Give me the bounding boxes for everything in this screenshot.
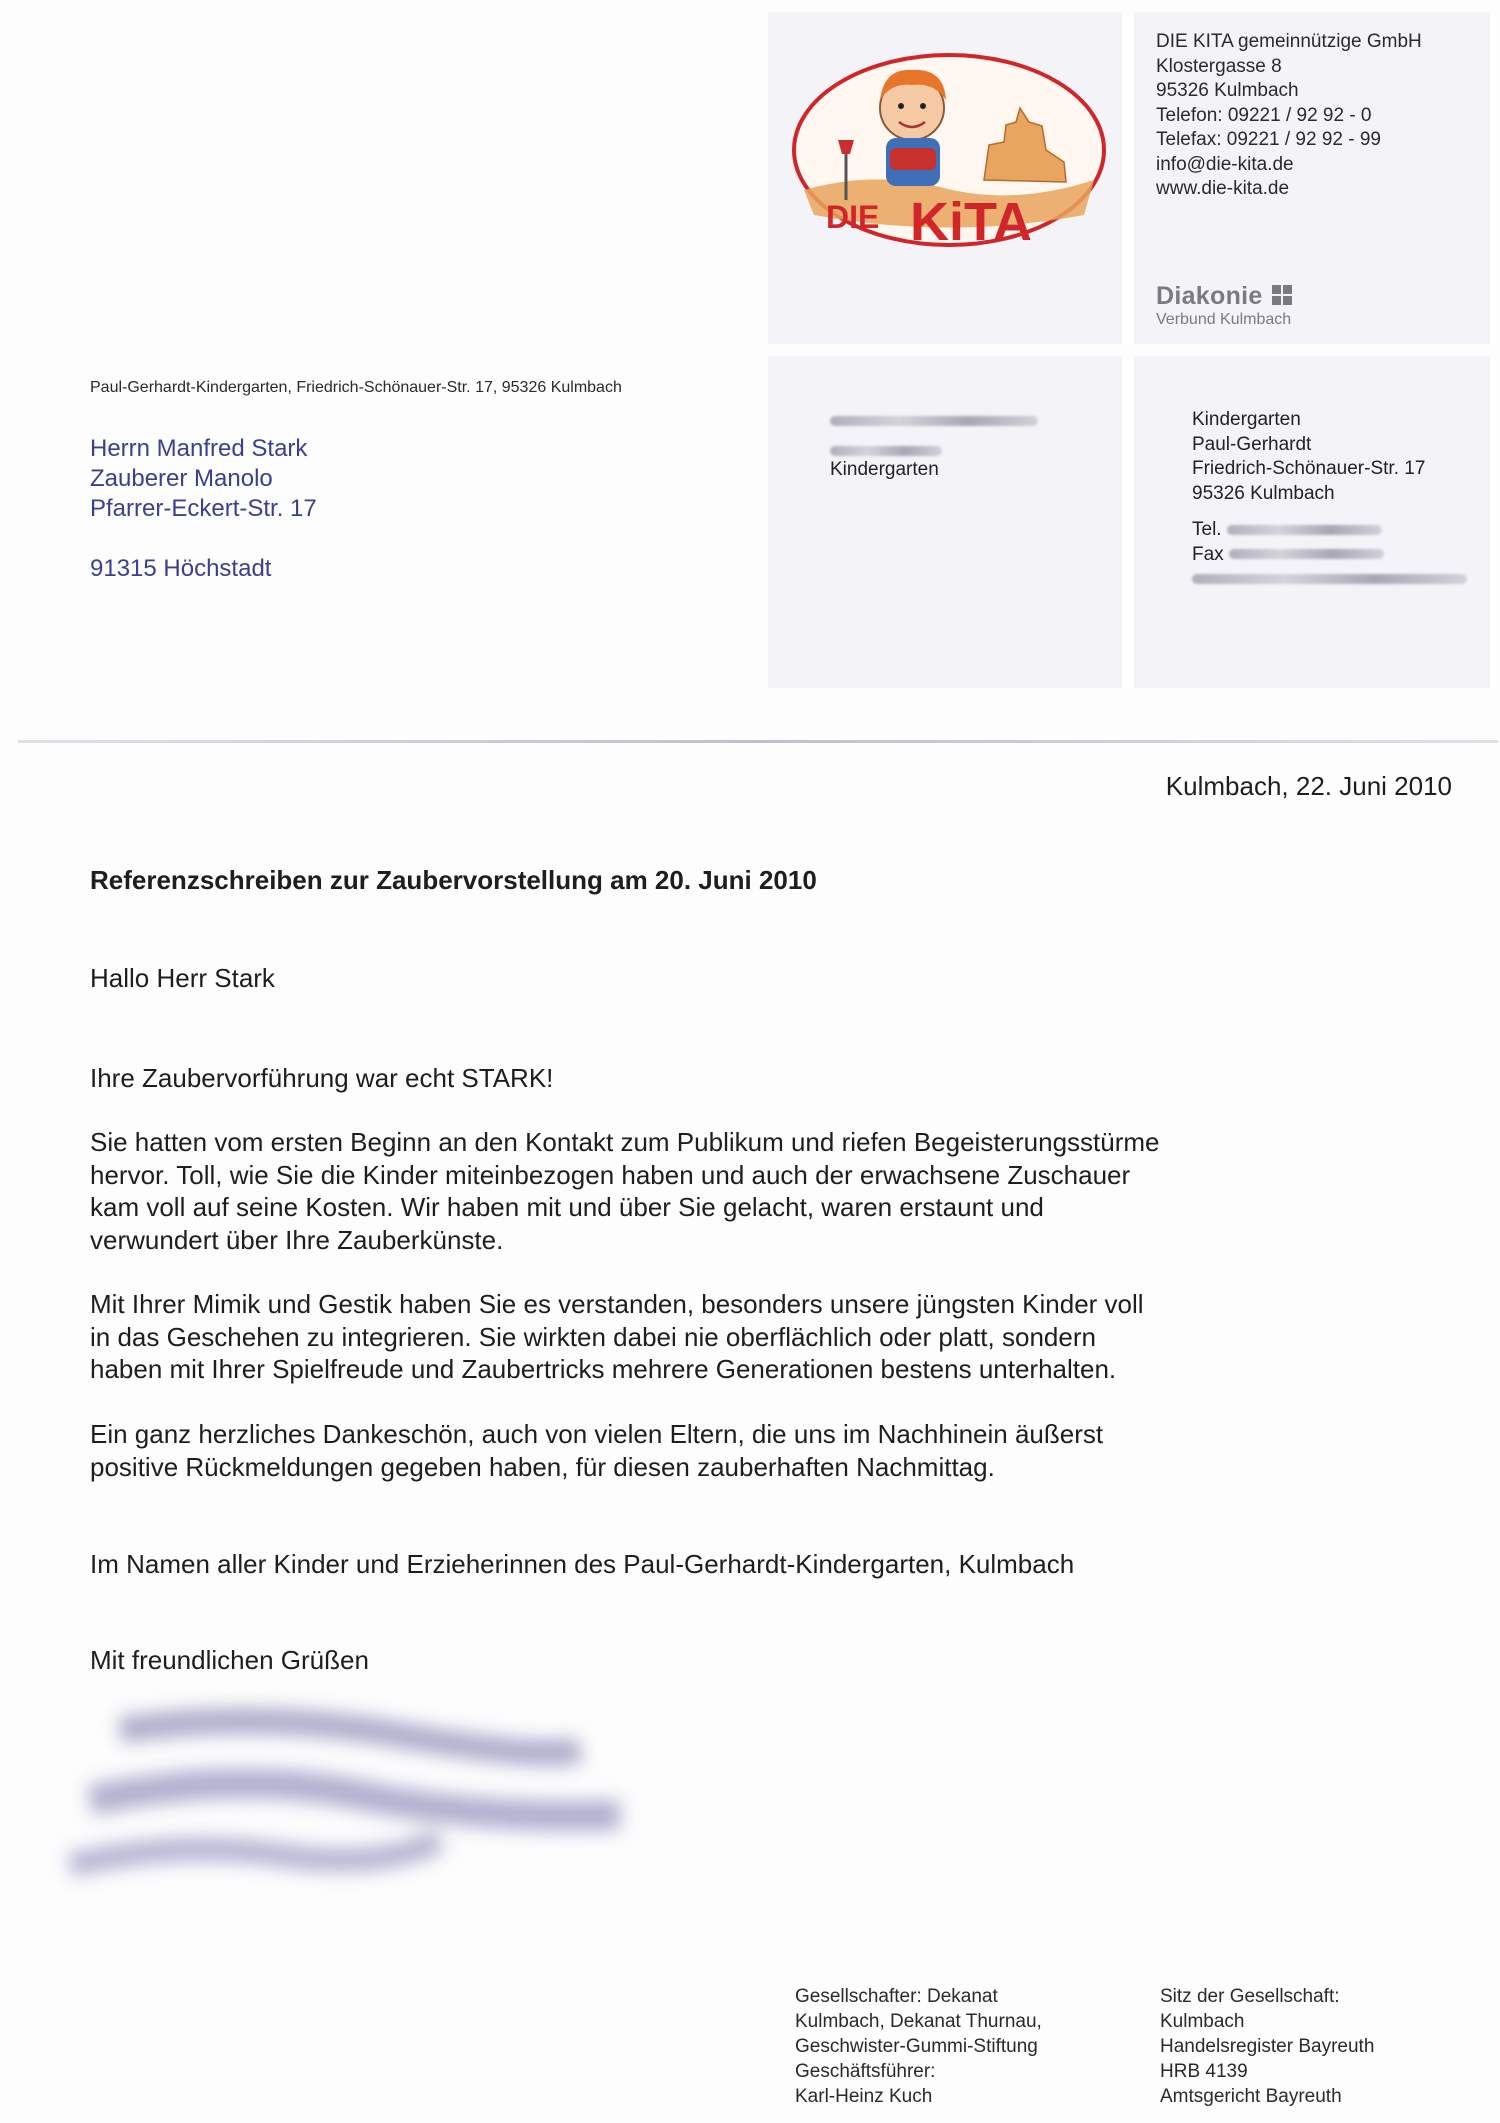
letter-date: Kulmbach, 22. Juni 2010 xyxy=(1165,771,1452,801)
sender-line: Paul-Gerhardt-Kindergarten, Friedrich-Schönauer-Str. 17, 95326 Kulmbach xyxy=(90,379,622,396)
footer-right-line: Handelsregister Bayreuth xyxy=(1160,2036,1375,2057)
org-city: 95326 Kulmbach xyxy=(1156,80,1299,101)
contact-label: Kindergarten xyxy=(830,459,939,480)
paragraph-2 xyxy=(90,1126,1160,1256)
paragraph-3 xyxy=(90,1288,1144,1386)
diakonie-mark xyxy=(1156,282,1293,329)
letter-subject: Referenzschreiben zur Zaubervorstellung am 20. Juni 2010 xyxy=(90,865,817,895)
org-web: www.die-kita.de xyxy=(1156,178,1290,199)
org-street: Klostergasse 8 xyxy=(1156,55,1282,77)
kiga-tel-label: Tel. xyxy=(1192,519,1222,540)
kindergarten-address xyxy=(1192,408,1467,592)
recipient-street: Pfarrer-Eckert-Str. 17 xyxy=(90,495,317,522)
footer-left-line: Gesellschafter: Dekanat xyxy=(795,1986,998,2007)
closing: Mit freundlichen Grüßen xyxy=(90,1645,369,1675)
footer-left-line: Karl-Heinz Kuch xyxy=(795,2086,933,2107)
logo-die-text: DIE xyxy=(826,199,880,235)
contact-redacted xyxy=(830,412,1038,483)
org-name: DIE KITA gemeinnützige GmbH xyxy=(1156,31,1422,52)
footer-left-line: Kulmbach, Dekanat Thurnau, xyxy=(795,2011,1042,2032)
letter-greeting: Hallo Herr Stark xyxy=(90,963,275,993)
diakonie-cross-icon xyxy=(1271,284,1293,306)
footer-right-line: Kulmbach xyxy=(1160,2011,1245,2032)
org-phone: Telefon: 09221 / 92 92 - 0 xyxy=(1156,104,1372,126)
paragraph-4-line: Ein ganz herzliches Dankeschön, auch von vielen Eltern, die uns im Nachhinein äußerst xyxy=(90,1419,1104,1449)
org-fax: Telefax: 09221 / 92 92 - 99 xyxy=(1156,129,1381,150)
diakonie-title: Diakonie xyxy=(1156,282,1263,310)
redacted-role xyxy=(830,446,942,456)
paragraph-2-line: Sie hatten vom ersten Beginn an den Kontakt zum Publikum und riefen Begeisterungsstürme xyxy=(90,1127,1160,1157)
org-address xyxy=(1156,30,1422,202)
paragraph-1: Ihre Zaubervorführung war echt STARK! xyxy=(90,1063,554,1093)
recipient-city: 91315 Höchstadt xyxy=(90,555,272,582)
recipient-name: Herrn Manfred Stark xyxy=(90,435,308,462)
contact-box xyxy=(768,356,1122,688)
recipient-title: Zauberer Manolo xyxy=(90,465,273,492)
paragraph-5: Im Namen aller Kinder und Erzieherinnen des Paul-Gerhardt-Kindergarten, Kulmbach xyxy=(90,1549,1075,1579)
die-kita-logo xyxy=(784,30,1114,260)
paragraph-4 xyxy=(90,1418,1103,1483)
kiga-line4: 95326 Kulmbach xyxy=(1192,482,1335,504)
redacted-email xyxy=(1192,574,1467,584)
footer-right-line: Amtsgericht Bayreuth xyxy=(1160,2086,1342,2107)
paragraph-2-line: kam voll auf seine Kosten. Wir haben mit und über Sie gelacht, waren erstaunt und xyxy=(90,1192,1044,1222)
redacted-tel xyxy=(1227,525,1382,535)
footer-left-line: Geschwister-Gummi-Stiftung xyxy=(795,2036,1038,2057)
paragraph-2-line: hervor. Toll, wie Sie die Kinder miteinbezogen haben und auch der erwachsene Zuschauer xyxy=(90,1159,1131,1190)
footer-shareholders xyxy=(795,1984,1042,2109)
kiga-line3: Friedrich-Schönauer-Str. 17 xyxy=(1192,458,1426,479)
redacted-fax xyxy=(1229,549,1384,559)
fold-line xyxy=(18,740,1498,743)
kiga-line2: Paul-Gerhardt xyxy=(1192,433,1312,455)
recipient-address xyxy=(90,434,317,584)
redacted-name xyxy=(830,416,1038,426)
footer-right-line: Sitz der Gesellschaft: xyxy=(1160,1986,1340,2007)
paragraph-2-line: verwundert über Ihre Zauberkünste. xyxy=(90,1224,504,1255)
logo-kita-text: KiTA xyxy=(910,192,1032,252)
kiga-line1: Kindergarten xyxy=(1192,409,1301,430)
paragraph-3-line: haben mit Ihrer Spielfreude und Zaubertricks mehrere Generationen bestens unterhalten. xyxy=(90,1354,1117,1384)
org-email: info@die-kita.de xyxy=(1156,153,1294,175)
footer-right-line: HRB 4139 xyxy=(1160,2061,1248,2082)
diakonie-subtitle: Verbund Kulmbach xyxy=(1156,311,1292,328)
paragraph-3-line: in das Geschehen zu integrieren. Sie wirkten dabei nie oberflächlich oder platt, sondern xyxy=(90,1321,1096,1352)
footer-registry xyxy=(1160,1984,1374,2109)
paragraph-3-line: Mit Ihrer Mimik und Gestik haben Sie es verstanden, besonders unsere jüngsten Kinder voll xyxy=(90,1289,1144,1319)
paragraph-4-line: positive Rückmeldungen gegeben haben, für diesen zauberhaften Nachmittag. xyxy=(90,1451,995,1482)
kiga-fax-label: Fax xyxy=(1192,543,1224,565)
signature-redacted xyxy=(60,1690,620,1890)
footer-left-line: Geschäftsführer: xyxy=(795,2061,936,2082)
